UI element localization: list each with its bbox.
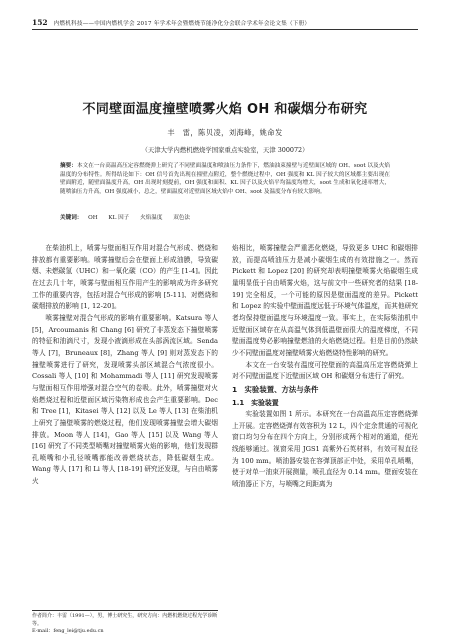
- keywords-label: 关键词：: [60, 215, 83, 221]
- paper-title: 不同壁面温度撞壁喷雾火焰 OH 和碳烟分布研究: [82, 102, 368, 117]
- journal-title: 内燃机科技——中国内燃机学会 2017 年学术年会暨燃烧节能净化分会联合学术年会论文集（下册）: [53, 21, 311, 27]
- body-paragraph: 本文在一台安装有温度可控壁面的高温高压定容燃烧弹上对不同壁面温度下近壁面区域 OH 和碳烟分布进行了研究。: [232, 360, 418, 381]
- abstract: [60, 162, 390, 196]
- author-list: 丰 雷，陈贝凌，刘海峰，姚命发: [167, 128, 283, 137]
- subsection-heading: 1.1 实验装置: [232, 398, 279, 407]
- author-email: E-mail：feng_lei@tju.edu.cn: [32, 628, 104, 634]
- keyword-item: 火焰温度: [140, 215, 163, 221]
- footnote: [32, 610, 218, 636]
- right-column: [232, 243, 418, 490]
- keyword-item: KL 因子: [108, 215, 130, 221]
- author-info: 作者简介：丰雷（1991—），男，博士研究生，研究方向：内燃机燃烧过程光学诊断等。: [32, 613, 218, 627]
- abstract-label: 摘要：: [60, 163, 77, 169]
- keyword-item: OH: [88, 215, 98, 221]
- section-heading: 1 实验装置、方法与条件: [232, 384, 319, 394]
- left-column: [32, 243, 218, 488]
- page-number: 152: [32, 18, 48, 27]
- keyword-item: 双色法: [173, 215, 191, 221]
- abstract-text: 本文在一台高温高压定容燃烧弹上研究了不同壁面温度和喷油压力条件下，燃油油束撞壁与近壁面区域的 OH、soot 以及火焰温度的分布特性。所得结论如下：OH 信号首先出现在撞壁点附近，整个燃烧过程中，OH 强度和 KL 因子较大的区域都主要出现在壁面附近，随壁面温度升高，OH 出现时刻提前，OH 强度和面积、KL 因子以及火焰平均温度均增大，soot 生成和氧化速率增大，随喷油压力升高，OH 强度减小，总之，壁面温度对近壁面区域火焰中 OH、soot 及温度分布有较大影响。: [60, 163, 390, 195]
- keywords: [60, 214, 390, 223]
- body-paragraph: 实验装置如图 1 所示。本研究在一台高温高压定容燃烧弹上开展。定容燃烧弹有效容积为 12 L，四个定余贯通的可视化窗口均匀分布在四个方向上，分别形成两个相对的通道，便光线能够通过。视窗采用 JGS1 高紫外石英材料，有效可视直径为 100 mm。喷油器安装在容弹顶部正中处，采用单孔喷嘴，使于对单一油束开展测量，喷孔直径为 0.14 mm。壁面安装在喷油器正下方，与喷嘴之间距离为: [232, 409, 418, 488]
- affiliation: （天津大学内燃机燃烧学国家重点实验室，天津 300072）: [141, 146, 309, 154]
- body-paragraph: 在柴油机上，喷雾与壁面相互作用对混合气形成、燃烧和排放都有重要影响。喷雾撞壁后会在壁面上形成油膜，导致碳烟、未燃碳氢（UHC）和一氧化碳（CO）的产生 [1-4]。因此在过去几十年，喷雾与壁面相互作用产生的影响成为许多研究工作的重要内容，包括对混合气形成的影响 [5-11]、对燃烧和碳烟排放的影响 [1, 12-20]。: [32, 244, 218, 311]
- body-paragraph: 焰相比，喷雾撞壁会严重恶化燃烧，导致更多 UHC 和碳烟排放，而提高喷油压力是减小碳烟生成的有效措施之一。然而 Pickett 和 Lopez [20] 的研究却表明撞壁喷雾火焰碳烟生成量明显低于自由喷雾火焰，这与前文中一些研究者的结果 [18-19] 完全相反，一个可能的原因是壁面温度的差异。Pickett 和 Lopez 的实验中壁面温度远低于环境气体温度，而其他研究者均保持壁面温度与环境温度一致。事实上，在实际柴油机中近壁面区域存在从高温气体到低温壁面很大的温度梯度，不同壁面温度势必影响撞壁燃油的火焰燃烧过程。但是目前仍然缺少不同壁面温度对撞壁喷雾火焰燃烧特性影响的研究。: [232, 244, 418, 357]
- body-paragraph: 喷雾撞壁对混合气形成的影响有重要影响。Katsura 等人 [5]，Arcoumanis 和 Chang [6] 研究了非蒸发态下撞壁喷雾的特征和油滴尺寸，发现小液滴形成在头部涡流区域。Senda 等人 [7]，Bruneaux [8]，Zhang 等人 [9] 则对蒸发态下的撞壁喷雾进行了研究，发现喷雾头部区域混合气浓度很小。Cossali 等人 [10] 和 Mohammadi 等人 [11] 研究发现喷雾与壁面相互作用增强对混合空气的卷吸。此外，喷雾撞壁对火焰燃烧过程和近壁面区域污染物形成也会产生重要影响。Dec 和 Tree [1]，Kitasei 等人 [12] 以及 Le 等人 [13] 在柴油机上研究了撞壁喷雾的燃烧过程，他们发现喷雾撞壁会增大碳烟排放。Moon 等人 [14]，Gao 等人 [15] 以及 Wang 等人 [16] 研究了不同类型喷嘴对撞壁喷雾火焰的影响，他们发现群孔喷嘴和小孔径喷嘴都能改善燃烧状态，降低碳烟生成。Wang 等人 [17] 和 Li 等人 [18-19] 研究还发现，与自由喷雾火: [32, 313, 218, 486]
- running-header: [32, 16, 418, 30]
